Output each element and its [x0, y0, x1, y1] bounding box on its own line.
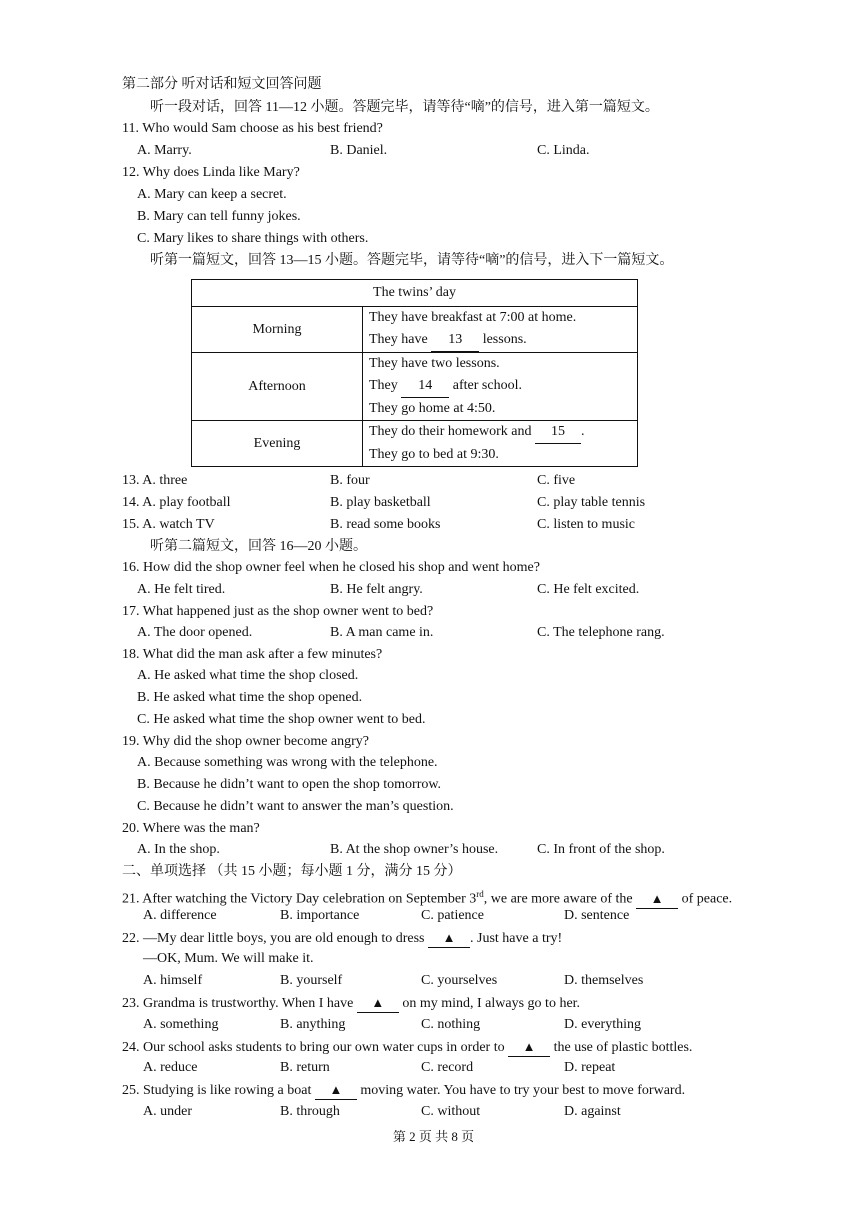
q21-stem-post: of peace. — [681, 891, 733, 907]
morning-line1: They have breakfast at 7:00 at home. — [369, 310, 577, 325]
q23-option-a: A. something — [143, 1017, 219, 1032]
morning-line2-post: lessons. — [482, 332, 527, 347]
afternoon-line3: They go home at 4:50. — [369, 401, 496, 416]
q15-option-b: B. read some books — [330, 517, 441, 532]
q23-option-b: B. anything — [280, 1017, 346, 1032]
q11-stem: 11. Who would Sam choose as his best friend? — [122, 121, 383, 136]
q15-option-a: 15. A. watch TV — [122, 517, 215, 532]
q19-option-a: A. Because something was wrong with the telephone. — [137, 755, 438, 770]
q21-stem — [122, 885, 732, 909]
q13-option-a: 13. A. three — [122, 473, 188, 488]
q19-stem: 19. Why did the shop owner become angry? — [122, 734, 370, 749]
q21-option-d: D. sentence — [564, 908, 630, 923]
afternoon-line2 — [369, 375, 637, 398]
twins-day-table — [191, 279, 638, 467]
q25-option-c: C. without — [421, 1104, 481, 1119]
q22-option-b: B. yourself — [280, 973, 343, 988]
q20-option-c: C. In front of the shop. — [537, 842, 665, 857]
q13-option-c: C. five — [537, 473, 576, 488]
q14-option-c: C. play table tennis — [537, 495, 646, 510]
q11-option-b: B. Daniel. — [330, 143, 388, 158]
table-title: The twins’ day — [192, 280, 638, 307]
q24-option-b: B. return — [280, 1060, 330, 1075]
q21-option-c: C. patience — [421, 908, 484, 923]
q24-option-d: D. repeat — [564, 1060, 616, 1075]
q24-option-c: C. record — [421, 1060, 474, 1075]
blank-13: 13 — [431, 329, 479, 352]
q21-option-b: B. importance — [280, 908, 360, 923]
blank-22: ▲ — [428, 929, 470, 948]
evening-label: Evening — [192, 421, 363, 467]
instruction-dialogue: 听一段对话，回答 11—12 小题。答题完毕，请等待“嘀”的信号，进入第一篇短文。 — [150, 100, 659, 115]
q19-option-c: C. Because he didn’t want to answer the man’s question. — [137, 799, 454, 814]
q15-option-c: C. listen to music — [537, 517, 635, 532]
q19-option-b: B. Because he didn’t want to open the shop tomorrow. — [137, 777, 442, 792]
evening-line2: They go to bed at 9:30. — [369, 447, 499, 462]
q16-option-a: A. He felt tired. — [137, 582, 226, 597]
q12-option-b: B. Mary can tell funny jokes. — [137, 209, 301, 224]
afternoon-label: Afternoon — [192, 353, 363, 421]
q16-option-c: C. He felt excited. — [537, 582, 640, 597]
q20-option-b: B. At the shop owner’s house. — [330, 842, 499, 857]
q18-option-b: B. He asked what time the shop opened. — [137, 690, 363, 705]
blank-24: ▲ — [508, 1038, 550, 1057]
blank-15: 15 — [535, 421, 581, 444]
morning-line2 — [369, 329, 637, 352]
page-footer: 第 2 页 共 8 页 — [392, 1129, 475, 1144]
q25-option-b: B. through — [280, 1104, 340, 1119]
afternoon-content — [363, 353, 638, 421]
q12-option-c: C. Mary likes to share things with others. — [137, 231, 369, 246]
q22-option-c: C. yourselves — [421, 973, 498, 988]
evening-content — [363, 421, 638, 467]
blank-14: 14 — [401, 375, 449, 398]
morning-label: Morning — [192, 307, 363, 353]
q23-option-d: D. everything — [564, 1017, 641, 1032]
q14-option-b: B. play basketball — [330, 495, 431, 510]
blank-21: ▲ — [636, 890, 678, 909]
q22-stem-pre: 22. —My dear little boys, you are old enough to dress — [122, 931, 425, 946]
q24-stem-pre: 24. Our school asks students to bring our own water cups in order to — [122, 1040, 505, 1055]
q25-stem-pre: 25. Studying is like rowing a boat — [122, 1083, 312, 1098]
q12-option-a: A. Mary can keep a secret. — [137, 187, 287, 202]
evening-line1 — [369, 421, 637, 444]
morning-line2-pre: They have — [369, 332, 428, 347]
q22-option-a: A. himself — [143, 973, 203, 988]
q14-option-a: 14. A. play football — [122, 495, 231, 510]
evening-line1-pre: They do their homework and — [369, 424, 532, 439]
q17-option-b: B. A man came in. — [330, 625, 434, 640]
afternoon-line2-post: after school. — [452, 378, 522, 393]
afternoon-line2-pre: They — [369, 378, 398, 393]
q24-option-a: A. reduce — [143, 1060, 198, 1075]
q21-stem-pre: 21. After watching the Victory Day celebration on September 3 — [122, 891, 477, 907]
q16-option-b: B. He felt angry. — [330, 582, 423, 597]
q24-stem-post: the use of plastic bottles. — [553, 1040, 693, 1055]
q20-option-a: A. In the shop. — [137, 842, 220, 857]
q11-option-a: A. Marry. — [137, 143, 192, 158]
q18-stem: 18. What did the man ask after a few minutes? — [122, 647, 383, 662]
q25-stem-post: moving water. You have to try your best to move forward. — [360, 1083, 686, 1098]
q17-option-a: A. The door opened. — [137, 625, 253, 640]
q23-option-c: C. nothing — [421, 1017, 481, 1032]
q12-stem: 12. Why does Linda like Mary? — [122, 165, 300, 180]
q25-option-a: A. under — [143, 1104, 192, 1119]
section-single-choice-title: 二、单项选择 （共 15 小题；每小题 1 分，满分 15 分） — [122, 864, 462, 879]
q20-stem: 20. Where was the man? — [122, 821, 260, 836]
q17-stem: 17. What happened just as the shop owner went to bed? — [122, 604, 434, 619]
q16-stem: 16. How did the shop owner feel when he closed his shop and went home? — [122, 560, 540, 575]
q11-option-c: C. Linda. — [537, 143, 590, 158]
q18-option-c: C. He asked what time the shop owner went to bed. — [137, 712, 426, 727]
q21-sup: rd — [476, 889, 484, 899]
q23-stem — [122, 994, 580, 1013]
q24-stem — [122, 1038, 692, 1057]
q25-option-d: D. against — [564, 1104, 621, 1119]
evening-line1-post: . — [581, 424, 585, 439]
q17-option-c: C. The telephone rang. — [537, 625, 665, 640]
q18-option-a: A. He asked what time the shop closed. — [137, 668, 359, 683]
instruction-passage2: 听第二篇短文，回答 16—20 小题。 — [150, 539, 367, 554]
blank-25: ▲ — [315, 1081, 357, 1100]
q22-option-d: D. themselves — [564, 973, 644, 988]
q21-option-a: A. difference — [143, 908, 217, 923]
blank-23: ▲ — [357, 994, 399, 1013]
q23-stem-pre: 23. Grandma is trustworthy. When I have — [122, 996, 354, 1011]
q23-stem-post: on my mind, I always go to her. — [402, 996, 581, 1011]
section2-title: 第二部分 听对话和短文回答问题 — [122, 77, 322, 92]
q21-stem-mid: , we are more aware of the — [483, 891, 633, 907]
instruction-passage1: 听第一篇短文，回答 13—15 小题。答题完毕，请等待“嘀”的信号，进入下一篇短文。 — [150, 253, 674, 268]
q22-stem — [122, 929, 562, 948]
morning-content — [363, 307, 638, 353]
afternoon-line1: They have two lessons. — [369, 356, 500, 371]
q22-stem-post: . Just have a try! — [470, 931, 563, 946]
q25-stem — [122, 1081, 685, 1100]
q13-option-b: B. four — [330, 473, 370, 488]
q22-reply: —OK, Mum. We will make it. — [143, 951, 314, 966]
